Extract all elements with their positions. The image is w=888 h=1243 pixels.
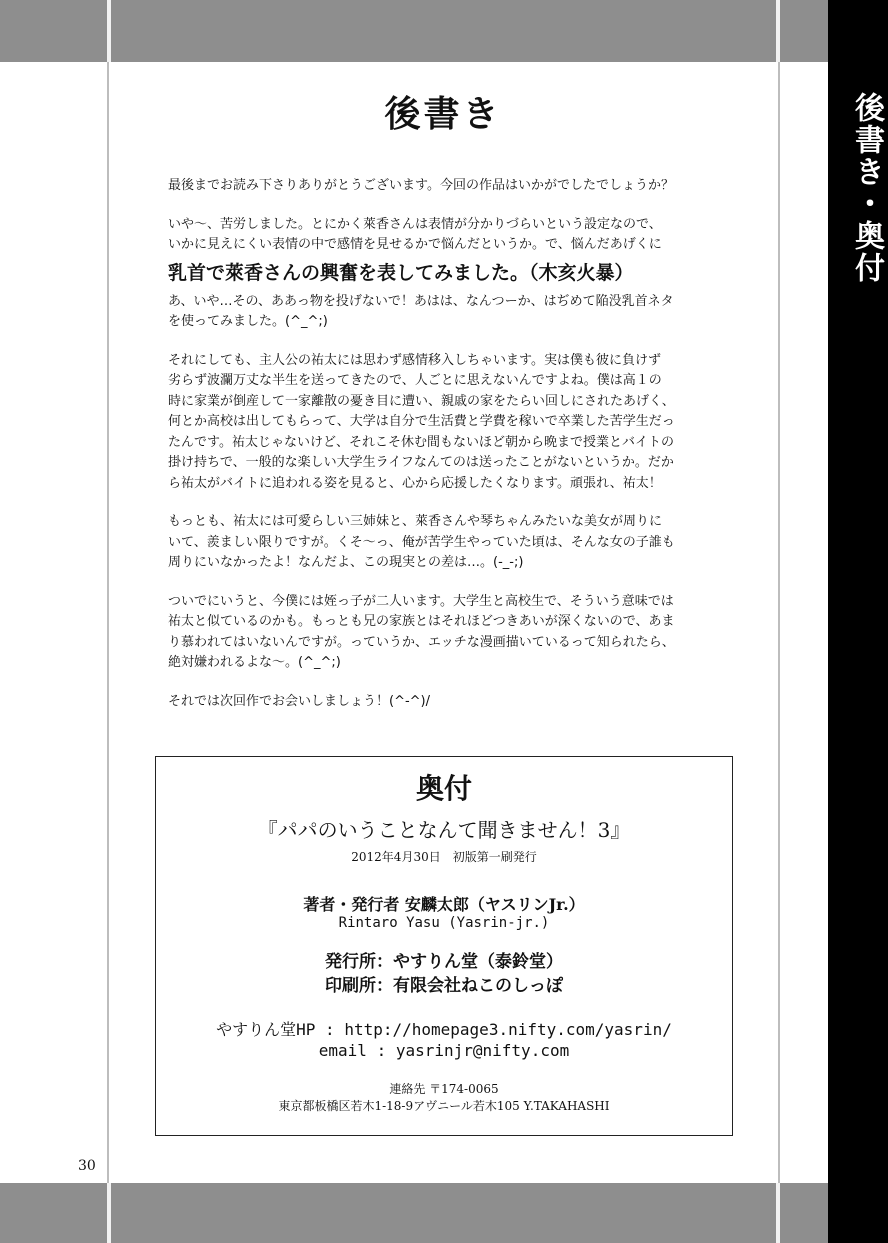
paragraph-line: あ、いや…その、ああっ物を投げないで！あはは、なんつーか、はぢめて陥没乳首ネタ [168,293,674,309]
paragraph-line: り慕われてはいないんですが。っていうか、エッチな漫画描いているって知られたら、 [168,634,675,650]
paragraph-1 [168,176,708,197]
author-romaji: Rintaro Yasu (Yasrin-jr.) [338,915,550,931]
paragraph-line: 祐太と似ているのかも。もっとも兄の家族とはそれほどつきあいが深くないので、あま [168,614,675,629]
paragraph-3 [168,292,708,333]
paragraph-line: 掛け持ちで、一般的な楽しい大学生ライフなんてのは送ったことがないというか。だか [168,455,674,470]
paragraph-line: ら祐太がバイトに追われる姿を見ると、心から応援したくなります。頑張れ、祐太！ [168,475,662,491]
paragraph-line: たんです。祐太じゃないけど、それこそ休む間もないほど朝から晩まで授業とバイトの [168,434,674,450]
email-line: email : yasrinjr@nifty.com [318,1041,570,1060]
paragraph-line: 絶対嫌われるよな〜。(^_^;) [168,655,341,670]
top-band-right-stripe [776,0,780,62]
emphasis-line: 乳首で萊香さんの興奮を表してみました。（木亥火暴） [168,261,634,284]
paragraph-6 [168,592,708,674]
paragraph-line: もっとも、祐太には可愛らしい三姉妹と、萊香さんや琴ちゃんみたいな美女が周りに [168,514,663,529]
publication-date: 2012年4月30日 初版第一刷発行 [351,850,537,864]
paragraph-line: いて、羨ましい限りですが。くそ〜っ、俺が苦学生やっていた頃は、そんな女の子誰も [168,534,675,550]
afterword-body [168,176,708,730]
left-margin-line [107,62,109,1183]
publisher-line: 発行所：やすりん堂（泰鈴堂） [325,952,563,972]
paragraph-line: ついでにいうと、今僕には姪っ子が二人います。大学生と高校生で、そういう意味では [168,593,674,609]
bottom-gray-band [0,1183,828,1243]
page-number: 30 [78,1158,96,1174]
printer-line: 印刷所：有限会社ねこのしっぽ [325,976,563,996]
bottom-band-left-stripe [107,1183,111,1243]
paragraph-line: 何とか高校は出してもらって、大学は自分で生活費と学費を稼いで卒業した苦学生だっ [168,414,675,429]
paragraph-line: 時に家業が倒産して一家離散の憂き目に遭い、親戚の家をたらい回しにされたあげく、 [168,393,675,409]
author-line: 著者・発行者 安麟太郎（ヤスリンJr.） [303,895,585,914]
colophon-heading: 奥付 [415,772,472,805]
side-tab [828,0,888,1243]
paragraph-4 [168,351,708,495]
paragraph-5 [168,512,708,574]
bottom-band-right-stripe [776,1183,780,1243]
paragraph-line: それでは次回作でお会いしましょう！(^-^)/ [168,693,430,709]
address-line: 東京都板橋区若木1-18-9アヴニール若木105 Y.TAKAHASHI [278,1099,610,1113]
side-tab-label: 後書き・奥付 [849,92,884,284]
book-title: 『パパのいうことなんて聞きません！3』 [257,818,631,842]
colophon-box [155,756,733,1136]
top-gray-band [0,0,828,62]
paragraph-line: 劣らず波瀾万丈な半生を送ってきたので、人ごとに思えないんですよね。僕は高１の [168,373,662,388]
paragraph-line: いかに見えにくい表情の中で感情を見せるかで悩んだというか。で、悩んだあげくに [168,237,662,252]
afterword-title: 後書き [384,94,502,135]
paragraph-line: 最後までお読み下さりありがとうございます。今回の作品はいかがでしたでしょうか？ [168,178,674,193]
paragraph-line: それにしても、主人公の祐太には思わず感情移入しちゃいます。実は僕も彼に負けず [168,352,661,368]
paragraph-line: を使ってみました。(^_^;) [168,314,328,329]
paragraph-line: 周りにいなかったよ！なんだよ、この現実との差は…。(-_-;) [168,555,524,570]
homepage-line: やすりん堂HP : http://homepage3.nifty.com/yasrin/ [216,1020,672,1039]
right-margin-line [778,62,780,1183]
top-band-left-stripe [107,0,111,62]
paragraph-7 [168,692,708,713]
paragraph-line: いや〜、苦労しました。とにかく萊香さんは表情が分かりづらいという設定なので、 [168,216,662,232]
contact-line: 連絡先 〒174-0065 [389,1082,499,1096]
paragraph-2 [168,215,708,256]
